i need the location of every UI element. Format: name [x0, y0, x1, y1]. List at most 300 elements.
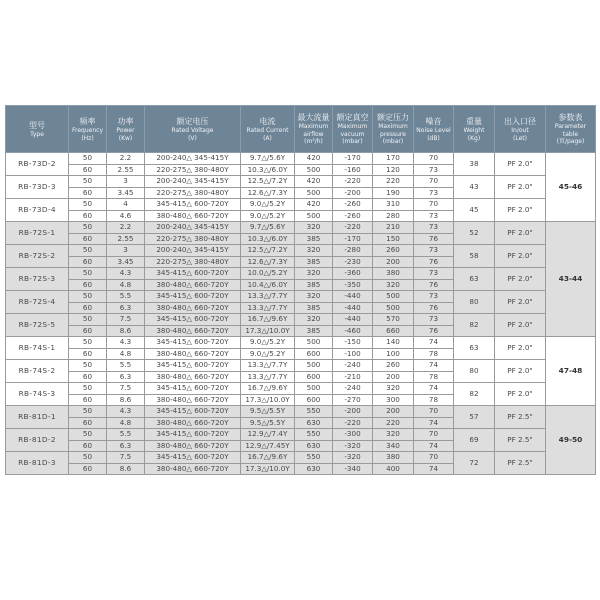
cell-parameter-page: 47-48 [546, 337, 596, 406]
cell-rated-current: 10.0△/5.2Y [241, 268, 295, 280]
cell-rated-current: 16.7△/9.6Y [241, 314, 295, 326]
cell-max-vacuum: -170 [333, 153, 373, 165]
cell-rated-current: 9.0△/5.2Y [241, 337, 295, 349]
cell-rated-current: 12.9△/7.45Y [241, 440, 295, 452]
cell-max-vacuum: -210 [333, 371, 373, 383]
cell-max-airflow: 420 [295, 199, 333, 211]
cell-rated-current: 9.7△/5.6Y [241, 153, 295, 165]
cell-weight: 63 [454, 337, 495, 360]
cell-max-airflow: 385 [295, 233, 333, 245]
cell-in-out: PF 2.5" [495, 429, 546, 452]
cell-rated-voltage: 345-415△ 600-720Y [145, 383, 241, 395]
cell-power: 4.6 [107, 210, 145, 222]
cell-rated-current: 9.0△/5.2Y [241, 210, 295, 222]
cell-max-airflow: 600 [295, 394, 333, 406]
cell-in-out: PF 2.0" [495, 360, 546, 383]
header-weight [454, 106, 495, 153]
cell-weight: 69 [454, 429, 495, 452]
cell-rated-voltage: 380-480△ 660-720Y [145, 210, 241, 222]
cell-noise-level: 74 [414, 360, 454, 372]
header-label-en: Parameter [554, 123, 587, 131]
cell-noise-level: 73 [414, 291, 454, 303]
header-label-zh: 电流 [259, 117, 276, 126]
cell-max-pressure: 260 [373, 360, 414, 372]
cell-in-out: PF 2.0" [495, 268, 546, 291]
cell-max-airflow: 385 [295, 302, 333, 314]
cell-rated-current: 13.3△/7.7Y [241, 291, 295, 303]
cell-max-pressure: 220 [373, 176, 414, 188]
header-label-en: (A) [263, 134, 272, 142]
cell-noise-level: 73 [414, 164, 454, 176]
cell-parameter-page: 49-50 [546, 406, 596, 475]
cell-max-vacuum: -270 [333, 394, 373, 406]
spec-table [5, 105, 596, 475]
cell-max-airflow: 500 [295, 187, 333, 199]
cell-frequency: 60 [69, 187, 107, 199]
cell-max-airflow: 550 [295, 452, 333, 464]
cell-max-airflow: 600 [295, 371, 333, 383]
header-max-pressure [373, 106, 414, 153]
cell-frequency: 50 [69, 360, 107, 372]
cell-rated-voltage: 380-480△ 660-720Y [145, 302, 241, 314]
cell-rated-current: 13.3△/7.7Y [241, 360, 295, 372]
cell-max-airflow: 500 [295, 337, 333, 349]
header-label-zh: 型号 [29, 120, 45, 130]
cell-max-pressure: 200 [373, 371, 414, 383]
cell-max-pressure: 170 [373, 153, 414, 165]
header-label-en: (dB) [427, 134, 440, 142]
cell-power: 6.3 [107, 440, 145, 452]
cell-noise-level: 70 [414, 176, 454, 188]
cell-rated-voltage: 345-415△ 600-720Y [145, 199, 241, 211]
cell-rated-current: 17.3△/10.0Y [241, 463, 295, 475]
header-label-en: Type [30, 130, 44, 138]
cell-noise-level: 76 [414, 256, 454, 268]
cell-max-airflow: 320 [295, 314, 333, 326]
cell-rated-current: 16.7△/9.6Y [241, 452, 295, 464]
cell-max-airflow: 420 [295, 176, 333, 188]
cell-rated-current: 16.7△/9.6Y [241, 383, 295, 395]
model-type: RB-81D-3 [6, 452, 69, 475]
cell-max-vacuum: -220 [333, 176, 373, 188]
cell-max-pressure: 380 [373, 268, 414, 280]
cell-in-out: PF 2.0" [495, 383, 546, 406]
cell-max-airflow: 630 [295, 463, 333, 475]
cell-frequency: 60 [69, 463, 107, 475]
cell-max-pressure: 320 [373, 279, 414, 291]
header-label-en: (页/page) [556, 138, 585, 146]
cell-noise-level: 73 [414, 314, 454, 326]
cell-rated-voltage: 200-240△ 345-415Y [145, 222, 241, 234]
cell-weight: 82 [454, 383, 495, 406]
header-label-en: Frequency [72, 127, 103, 134]
cell-max-vacuum: -240 [333, 360, 373, 372]
cell-frequency: 60 [69, 348, 107, 360]
cell-weight: 38 [454, 153, 495, 176]
cell-frequency: 60 [69, 233, 107, 245]
cell-power: 2.2 [107, 222, 145, 234]
cell-rated-current: 12.5△/7.2Y [241, 176, 295, 188]
cell-in-out: PF 2.0" [495, 176, 546, 199]
model-type: RB-72S-5 [6, 314, 69, 337]
cell-frequency: 60 [69, 440, 107, 452]
cell-in-out: PF 2.0" [495, 245, 546, 268]
cell-max-airflow: 320 [295, 222, 333, 234]
cell-rated-voltage: 380-480△ 660-720Y [145, 417, 241, 429]
cell-weight: 63 [454, 268, 495, 291]
cell-max-airflow: 600 [295, 348, 333, 360]
cell-noise-level: 73 [414, 222, 454, 234]
table-row [6, 429, 596, 441]
cell-max-vacuum: -440 [333, 314, 373, 326]
header-label-en: Maximum [378, 123, 408, 131]
cell-noise-level: 74 [414, 337, 454, 349]
cell-power: 2.2 [107, 153, 145, 165]
cell-frequency: 50 [69, 406, 107, 418]
cell-max-pressure: 500 [373, 302, 414, 314]
header-label-en: In/out [511, 127, 529, 134]
cell-max-airflow: 630 [295, 440, 333, 452]
cell-power: 3.45 [107, 256, 145, 268]
header-label-en: airflow [303, 130, 324, 138]
cell-max-airflow: 320 [295, 268, 333, 280]
cell-frequency: 60 [69, 371, 107, 383]
cell-frequency: 50 [69, 268, 107, 280]
cell-rated-current: 9.5△/5.5Y [241, 417, 295, 429]
cell-max-pressure: 660 [373, 325, 414, 337]
model-type: RB-73D-2 [6, 153, 69, 176]
cell-noise-level: 78 [414, 394, 454, 406]
table-row [6, 153, 596, 165]
table-row [6, 337, 596, 349]
cell-power: 4.3 [107, 406, 145, 418]
model-type: RB-74S-1 [6, 337, 69, 360]
model-type: RB-81D-1 [6, 406, 69, 429]
cell-noise-level: 70 [414, 452, 454, 464]
cell-rated-voltage: 220-275△ 380-480Y [145, 164, 241, 176]
cell-frequency: 60 [69, 164, 107, 176]
table-header [6, 106, 596, 153]
cell-noise-level: 70 [414, 406, 454, 418]
cell-power: 8.6 [107, 394, 145, 406]
header-label-en: (Kw) [118, 134, 133, 142]
cell-max-pressure: 310 [373, 199, 414, 211]
model-type: RB-72S-3 [6, 268, 69, 291]
cell-max-airflow: 385 [295, 279, 333, 291]
header-rated-voltage [145, 106, 241, 153]
cell-max-pressure: 280 [373, 210, 414, 222]
cell-noise-level: 73 [414, 245, 454, 257]
cell-max-vacuum: -440 [333, 291, 373, 303]
cell-max-vacuum: -360 [333, 268, 373, 280]
cell-frequency: 50 [69, 337, 107, 349]
cell-frequency: 60 [69, 325, 107, 337]
cell-weight: 80 [454, 291, 495, 314]
header-type [6, 106, 69, 153]
header-label-en: Rated Current [246, 127, 289, 134]
cell-power: 4.8 [107, 417, 145, 429]
cell-in-out: PF 2.5" [495, 452, 546, 475]
cell-max-vacuum: -200 [333, 406, 373, 418]
cell-noise-level: 74 [414, 440, 454, 452]
cell-weight: 43 [454, 176, 495, 199]
cell-power: 4.3 [107, 337, 145, 349]
cell-in-out: PF 2.0" [495, 291, 546, 314]
cell-in-out: PF 2.0" [495, 199, 546, 222]
model-type: RB-73D-4 [6, 199, 69, 222]
cell-max-airflow: 550 [295, 429, 333, 441]
cell-power: 7.5 [107, 314, 145, 326]
cell-rated-voltage: 380-480△ 660-720Y [145, 371, 241, 383]
header-label-en: vacuum [340, 130, 365, 138]
cell-max-pressure: 210 [373, 222, 414, 234]
cell-max-pressure: 140 [373, 337, 414, 349]
cell-rated-current: 13.3△/7.7Y [241, 371, 295, 383]
table-row [6, 406, 596, 418]
cell-power: 4.3 [107, 268, 145, 280]
cell-power: 5.5 [107, 429, 145, 441]
cell-max-vacuum: -230 [333, 256, 373, 268]
header-label-zh: 噪音 [425, 117, 442, 126]
table-row [6, 360, 596, 372]
cell-in-out: PF 2.5" [495, 406, 546, 429]
cell-max-airflow: 550 [295, 406, 333, 418]
cell-max-vacuum: -200 [333, 187, 373, 199]
header-label-zh: 重量 [466, 117, 482, 126]
cell-max-pressure: 380 [373, 452, 414, 464]
cell-max-vacuum: -300 [333, 429, 373, 441]
header-label-zh: 功率 [117, 117, 134, 126]
cell-weight: 57 [454, 406, 495, 429]
cell-max-vacuum: -350 [333, 279, 373, 291]
cell-power: 2.55 [107, 164, 145, 176]
cell-noise-level: 73 [414, 210, 454, 222]
cell-frequency: 50 [69, 199, 107, 211]
header-label-en: (Hz) [81, 134, 94, 142]
header-label-zh: 额定电压 [176, 117, 209, 126]
header-label-en: (mbar) [382, 138, 404, 146]
cell-in-out: PF 2.0" [495, 222, 546, 245]
cell-weight: 52 [454, 222, 495, 245]
cell-rated-current: 9.0△/5.2Y [241, 199, 295, 211]
cell-frequency: 60 [69, 302, 107, 314]
cell-frequency: 50 [69, 314, 107, 326]
header-label-en: (Let) [513, 134, 527, 142]
cell-max-airflow: 385 [295, 325, 333, 337]
cell-noise-level: 76 [414, 325, 454, 337]
header-parameter-table [546, 106, 596, 153]
cell-rated-voltage: 345-415△ 600-720Y [145, 452, 241, 464]
cell-max-pressure: 570 [373, 314, 414, 326]
header-label-en: table [562, 130, 579, 138]
cell-max-vacuum: -320 [333, 452, 373, 464]
header-label-zh: 最大流量 [297, 113, 330, 123]
cell-noise-level: 73 [414, 187, 454, 199]
cell-rated-voltage: 200-240△ 345-415Y [145, 176, 241, 188]
cell-power: 7.5 [107, 383, 145, 395]
cell-max-vacuum: -460 [333, 325, 373, 337]
cell-in-out: PF 2.0" [495, 337, 546, 360]
table-row [6, 452, 596, 464]
cell-noise-level: 74 [414, 383, 454, 395]
cell-max-vacuum: -170 [333, 233, 373, 245]
cell-noise-level: 70 [414, 199, 454, 211]
header-in-out [495, 106, 546, 153]
cell-max-airflow: 500 [295, 360, 333, 372]
cell-max-vacuum: -150 [333, 337, 373, 349]
cell-rated-voltage: 220-275△ 380-480Y [145, 187, 241, 199]
cell-max-airflow: 320 [295, 245, 333, 257]
cell-max-pressure: 340 [373, 440, 414, 452]
cell-noise-level: 76 [414, 233, 454, 245]
table-row [6, 245, 596, 257]
cell-power: 5.5 [107, 360, 145, 372]
cell-power: 3 [107, 245, 145, 257]
model-type: RB-72S-1 [6, 222, 69, 245]
cell-rated-voltage: 345-415△ 600-720Y [145, 360, 241, 372]
cell-frequency: 50 [69, 245, 107, 257]
cell-frequency: 50 [69, 452, 107, 464]
header-noise-level [414, 106, 454, 153]
cell-weight: 45 [454, 199, 495, 222]
cell-max-pressure: 320 [373, 383, 414, 395]
header-max-airflow [295, 106, 333, 153]
cell-rated-current: 12.9△/7.4Y [241, 429, 295, 441]
table-row [6, 291, 596, 303]
table-row [6, 176, 596, 188]
cell-parameter-page: 43-44 [546, 222, 596, 337]
cell-max-pressure: 100 [373, 348, 414, 360]
header-label-en: (m³/h) [304, 138, 323, 146]
cell-power: 6.3 [107, 371, 145, 383]
cell-power: 2.55 [107, 233, 145, 245]
header-label-en: pressure [380, 130, 406, 138]
cell-max-airflow: 420 [295, 153, 333, 165]
cell-parameter-page: 45-46 [546, 153, 596, 222]
cell-max-pressure: 300 [373, 394, 414, 406]
cell-max-vacuum: -440 [333, 302, 373, 314]
model-type: RB-72S-2 [6, 245, 69, 268]
cell-rated-current: 17.3△/10.0Y [241, 394, 295, 406]
cell-max-vacuum: -340 [333, 463, 373, 475]
cell-power: 3.45 [107, 187, 145, 199]
cell-rated-voltage: 380-480△ 660-720Y [145, 440, 241, 452]
cell-rated-voltage: 345-415△ 600-720Y [145, 337, 241, 349]
cell-frequency: 50 [69, 222, 107, 234]
cell-max-airflow: 385 [295, 256, 333, 268]
cell-max-pressure: 260 [373, 245, 414, 257]
header-label-zh: 额定压力 [377, 113, 409, 123]
cell-noise-level: 76 [414, 302, 454, 314]
cell-rated-current: 9.5△/5.5Y [241, 406, 295, 418]
cell-rated-voltage: 220-275△ 380-480Y [145, 233, 241, 245]
cell-noise-level: 74 [414, 463, 454, 475]
cell-weight: 72 [454, 452, 495, 475]
cell-power: 4.8 [107, 279, 145, 291]
cell-power: 4 [107, 199, 145, 211]
cell-max-pressure: 200 [373, 256, 414, 268]
cell-max-vacuum: -220 [333, 417, 373, 429]
header-power [107, 106, 145, 153]
cell-frequency: 50 [69, 153, 107, 165]
cell-frequency: 60 [69, 210, 107, 222]
cell-max-vacuum: -240 [333, 383, 373, 395]
header-label-zh: 参数表 [558, 113, 583, 123]
cell-max-pressure: 220 [373, 417, 414, 429]
cell-frequency: 60 [69, 256, 107, 268]
cell-power: 8.6 [107, 325, 145, 337]
header-label-en: Maximum [298, 123, 329, 131]
cell-rated-current: 9.7△/5.6Y [241, 222, 295, 234]
table-row [6, 268, 596, 280]
header-label-en: (V) [188, 134, 197, 142]
cell-rated-voltage: 220-275△ 380-480Y [145, 256, 241, 268]
cell-in-out: PF 2.0" [495, 314, 546, 337]
header-frequency [69, 106, 107, 153]
cell-max-vacuum: -220 [333, 222, 373, 234]
cell-max-airflow: 320 [295, 291, 333, 303]
table-row [6, 383, 596, 395]
cell-noise-level: 76 [414, 279, 454, 291]
cell-power: 8.6 [107, 463, 145, 475]
cell-noise-level: 78 [414, 371, 454, 383]
table-row [6, 222, 596, 234]
cell-rated-voltage: 380-480△ 660-720Y [145, 394, 241, 406]
cell-noise-level: 70 [414, 153, 454, 165]
cell-rated-voltage: 345-415△ 600-720Y [145, 291, 241, 303]
cell-frequency: 50 [69, 176, 107, 188]
header-label-en: Power [116, 127, 135, 134]
cell-max-pressure: 200 [373, 406, 414, 418]
table-row [6, 199, 596, 211]
cell-rated-current: 13.3△/7.7Y [241, 302, 295, 314]
cell-rated-current: 10.3△/6.0Y [241, 233, 295, 245]
cell-rated-current: 10.3△/6.0Y [241, 164, 295, 176]
cell-noise-level: 74 [414, 417, 454, 429]
cell-power: 7.5 [107, 452, 145, 464]
cell-rated-current: 12.6△/7.3Y [241, 187, 295, 199]
cell-max-airflow: 500 [295, 383, 333, 395]
cell-max-pressure: 190 [373, 187, 414, 199]
cell-max-vacuum: -280 [333, 245, 373, 257]
cell-max-pressure: 400 [373, 463, 414, 475]
cell-power: 4.8 [107, 348, 145, 360]
cell-power: 3 [107, 176, 145, 188]
header-label-en: (mbar) [342, 138, 363, 146]
cell-frequency: 50 [69, 429, 107, 441]
header-label-en: (Kg) [467, 134, 481, 142]
cell-power: 6.3 [107, 302, 145, 314]
cell-frequency: 60 [69, 417, 107, 429]
cell-rated-current: 12.5△/7.2Y [241, 245, 295, 257]
cell-max-vacuum: -100 [333, 348, 373, 360]
cell-rated-current: 10.4△/6.0Y [241, 279, 295, 291]
cell-rated-voltage: 345-415△ 600-720Y [145, 406, 241, 418]
cell-rated-current: 9.0△/5.2Y [241, 348, 295, 360]
cell-max-vacuum: -260 [333, 199, 373, 211]
header-row [6, 106, 596, 153]
cell-rated-voltage: 380-480△ 660-720Y [145, 348, 241, 360]
cell-max-vacuum: -260 [333, 210, 373, 222]
cell-rated-voltage: 200-240△ 345-415Y [145, 245, 241, 257]
cell-max-vacuum: -160 [333, 164, 373, 176]
cell-in-out: PF 2.0" [495, 153, 546, 176]
cell-rated-voltage: 345-415△ 600-720Y [145, 314, 241, 326]
cell-weight: 82 [454, 314, 495, 337]
cell-noise-level: 78 [414, 348, 454, 360]
cell-weight: 58 [454, 245, 495, 268]
cell-max-pressure: 500 [373, 291, 414, 303]
